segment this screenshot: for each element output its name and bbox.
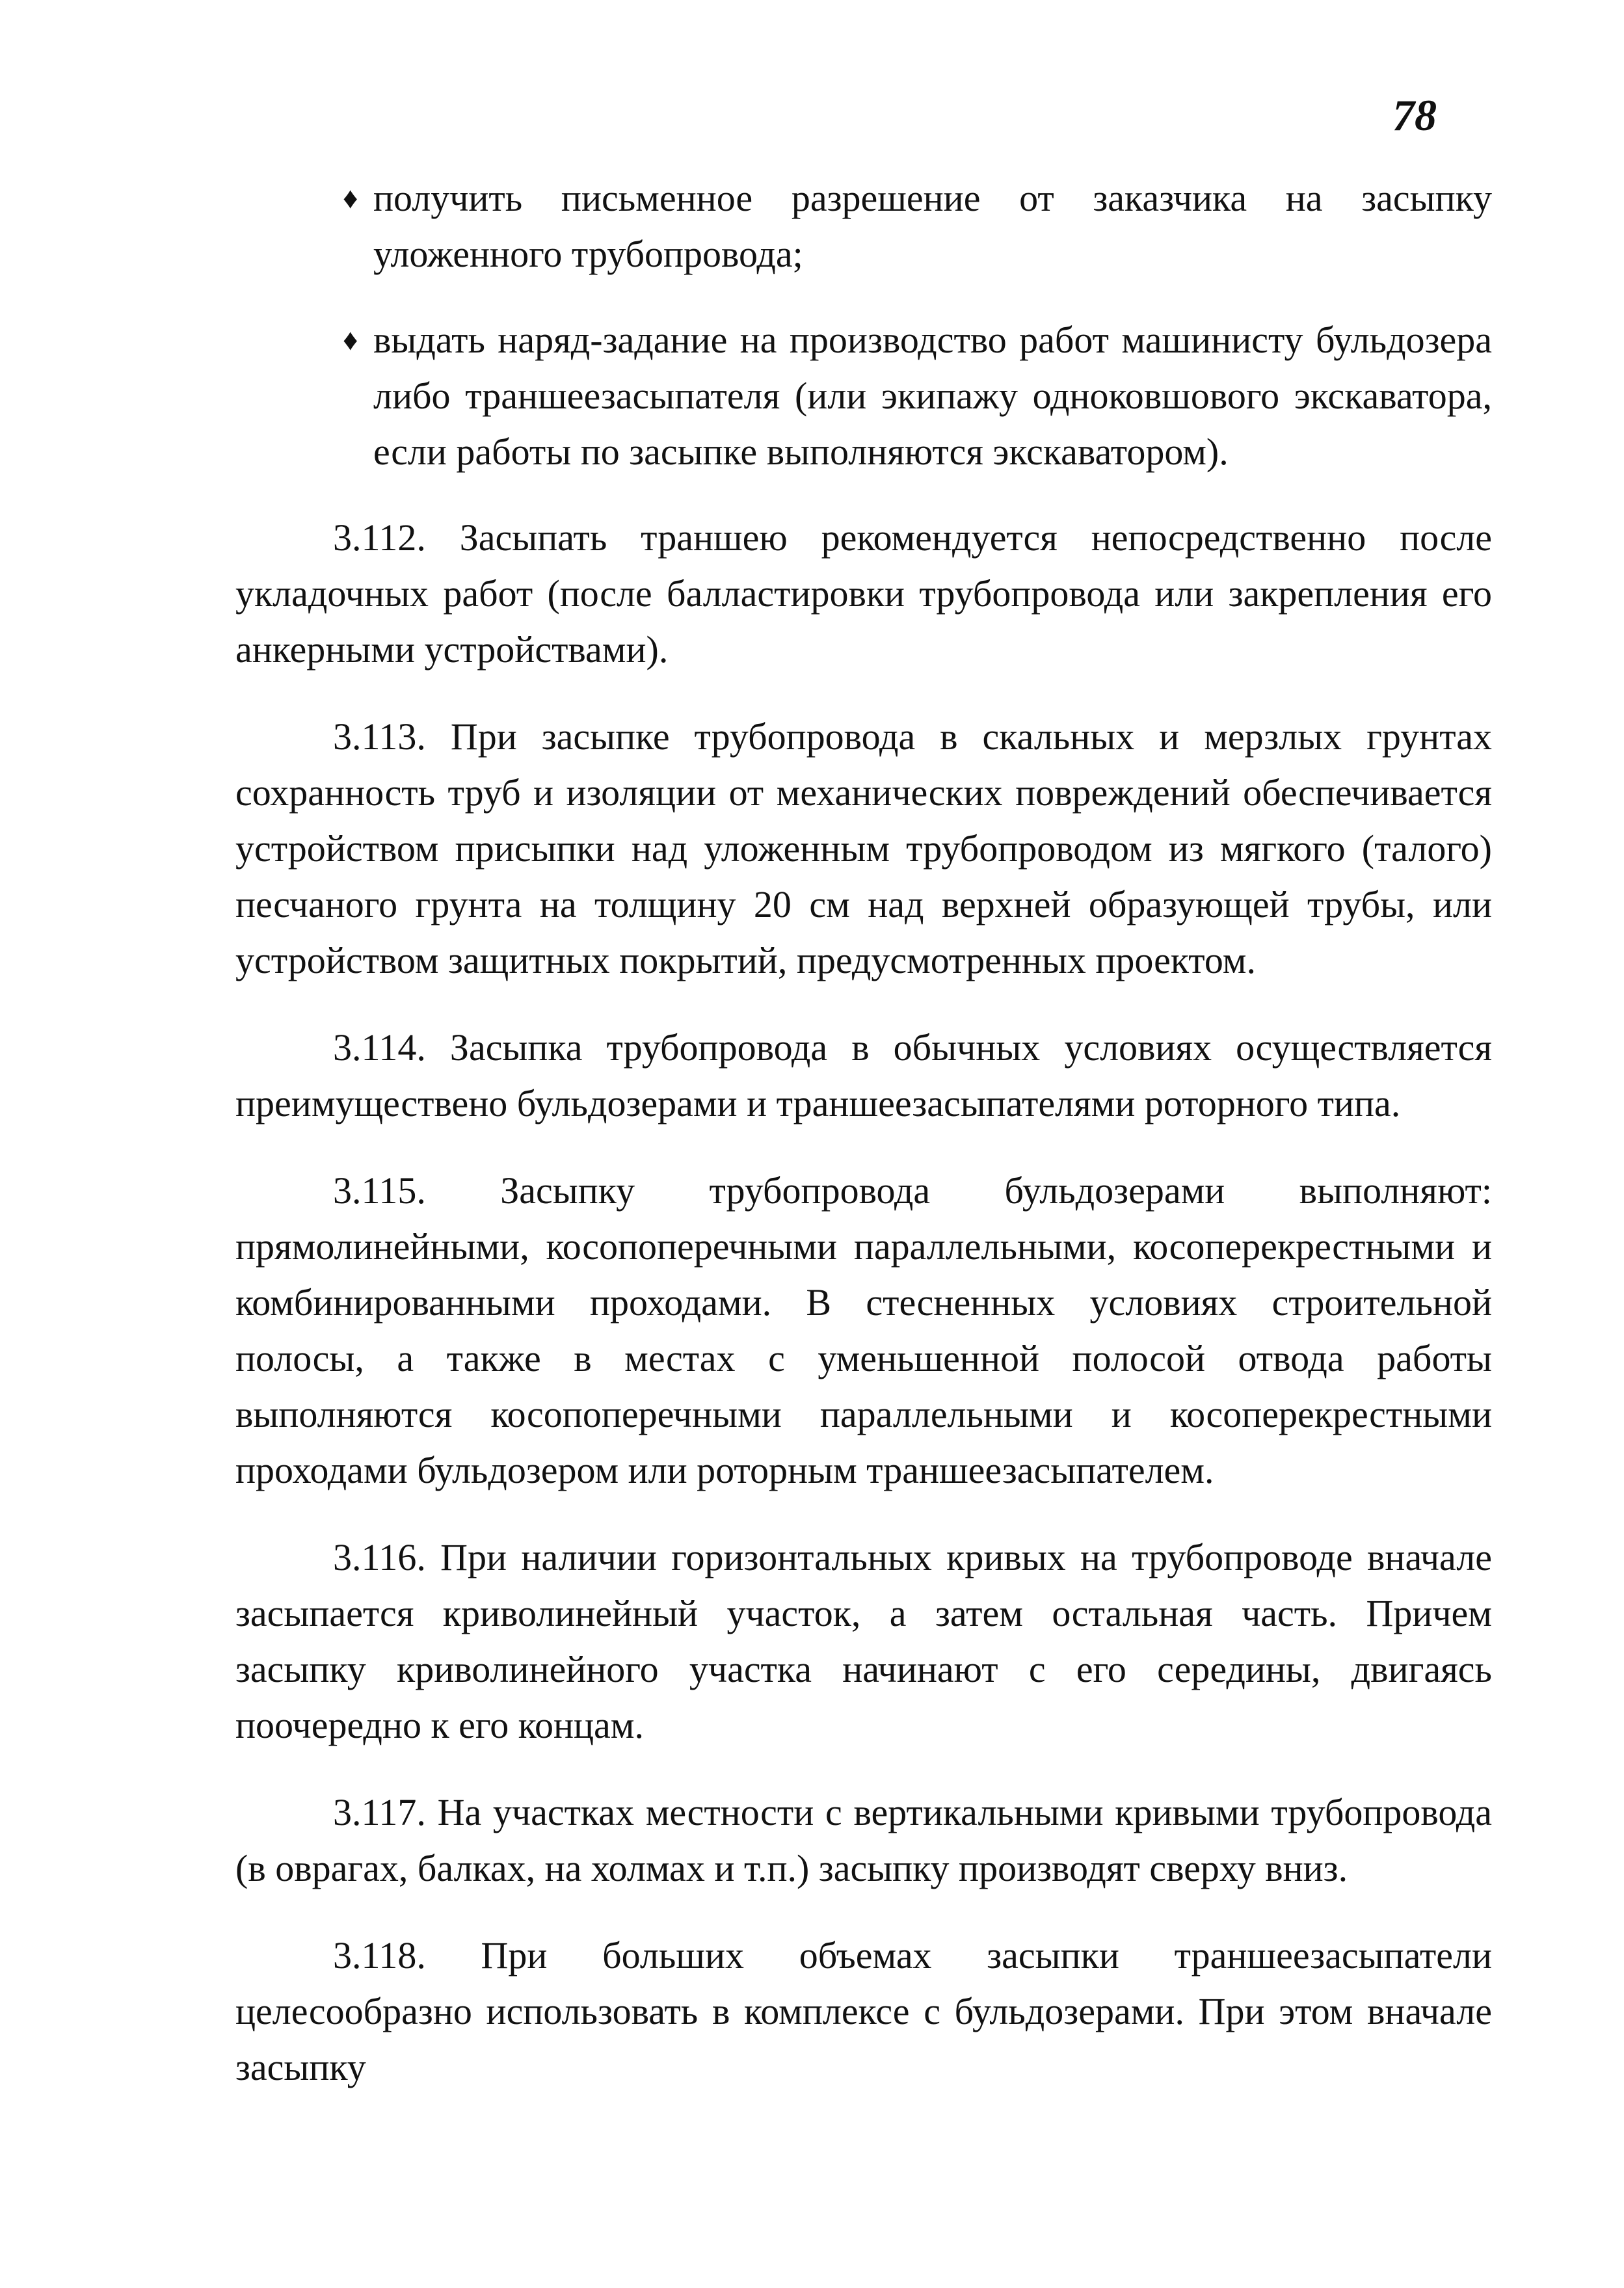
paragraph-3-118: 3.118. При больших объемах засыпки траншеезасыпатели целесообразно использовать в комплексе с бульдозерами. При этом вначале засыпку <box>235 1934 1492 2088</box>
paragraph-3-116: 3.116. При наличии горизонтальных кривых на трубопроводе вначале засыпается криволинейный участок, а затем остальная часть. Причем засыпку криволинейного участка начинают с его середины, двигаясь поочередно к его концам. <box>235 1536 1492 1746</box>
paragraph-3-113: 3.113. При засыпке трубопровода в скальных и мерзлых грунтах сохранность труб и изоляции от механических повреждений обеспечивается устройством присыпки над уложенным трубопроводом из мягкого (талого) песчаного грунта на толщину 20 см над верхней образующей трубы, или устройством защитных покрытий, предусмотренных проектом. <box>235 715 1492 981</box>
page-number: 78 <box>1392 90 1437 140</box>
paragraph-3-112: 3.112. Засыпать траншею рекомендуется непосредственно после укладочных работ (после балластировки трубопровода или закрепления его анкерными устройствами). <box>235 516 1492 671</box>
bullet-text: получить письменное разрешение от заказчика на засыпку уложенного трубопровода; <box>373 177 1492 275</box>
bullet-item <box>235 170 1492 282</box>
paragraph-3-117: 3.117. На участках местности с вертикальными кривыми трубопровода (в оврагах, балках, на холмах и т.п.) засыпку производят сверху вниз. <box>235 1791 1492 1889</box>
page-body <box>235 170 1492 2127</box>
diamond-bullet-icon: ♦ <box>343 323 358 356</box>
paragraph-3-115: 3.115. Засыпку трубопровода бульдозерами выполняют: прямолинейными, косопоперечными параллельными, косоперекрестными и комбинированными проходами. В стесненных условиях строительной полосы, а также в местах с уменьшенной полосой отвода работы выполняются косопоперечными параллельными и косоперекрестными проходами бульдозером или роторным траншеезасыпателем. <box>235 1169 1492 1491</box>
bullet-item <box>235 312 1492 480</box>
bullet-text: выдать наряд-задание на производство работ машинисту бульдозера либо траншеезасыпателя (или экипажу одноковшового экскаватора, если работы по засыпке выполняются экскаватором). <box>373 319 1492 473</box>
paragraph-3-114: 3.114. Засыпка трубопровода в обычных условиях осуществляется преимуществено бульдозерами и траншеезасыпателями роторного типа. <box>235 1026 1492 1124</box>
diamond-bullet-icon: ♦ <box>343 181 358 215</box>
